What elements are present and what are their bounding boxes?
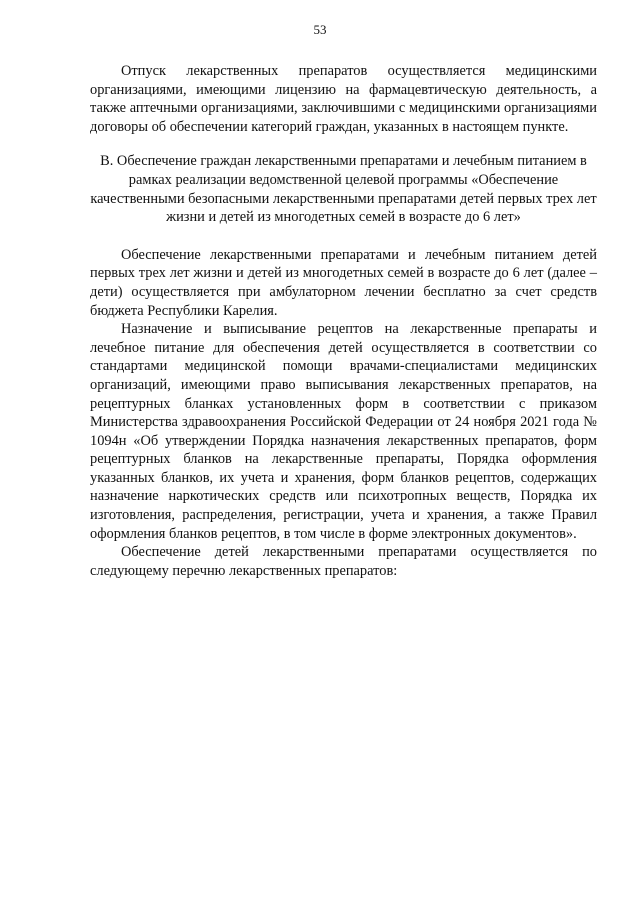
section-heading: В. Обеспечение граждан лекарственными препаратами и лечебным питанием в рамках реализации ведомственной целевой программы «Обеспечение качественными безопасными лекарственными препаратами детей первых трех лет жизни и детей из многодетных семей в возрасте до 6 лет»	[90, 153, 597, 226]
paragraph-provision-children: Обеспечение лекарственными препаратами и лечебным питанием детей первых трех лет жизни и детей из многодетных семей в возрасте до 6 лет (далее – дети) осуществляется при амбулаторном лечении бесплатно за счет средств бюджета Республики Карелия.	[90, 246, 597, 319]
paragraph-prescription-rules: Назначение и выписывание рецептов на лекарственные препараты и лечебное питание для обеспечения детей осуществляется в соответствии со стандартами медицинской помощи врачами-специалистами медицинских организаций, имеющими право выписывания лекарственных препаратов, на рецептурных бланках установленных форм в соответствии с приказом Министерства здравоохранения Российской Федерации от 24 ноября 2021 года № 1094н «Об утверждении Порядка назначения лекарственных препаратов, форм рецептурных бланков на лекарственные препараты, Порядка оформления указанных бланков, их учета и хранения, форм бланков рецептов, содержащих назначение наркотических средств или психотропных веществ, Порядка их изготовления, распределения, регистрации, учета и хранения, а также Правил оформления бланков рецептов, в том числе в форме электронных документов».	[90, 321, 597, 542]
page-number: 53	[313, 22, 327, 37]
document-body	[90, 62, 597, 580]
paragraph-drug-list-intro: Обеспечение детей лекарственными препаратами осуществляется по следующему перечню лекарственных препаратов:	[90, 544, 597, 579]
paragraph-dispensing: Отпуск лекарственных препаратов осуществляется медицинскими организациями, имеющими лицензию на фармацевтическую деятельность, а также аптечными организациями, заключившими с медицинскими организациями договоры об обеспечении категорий граждан, указанных в настоящем пункте.	[90, 63, 597, 135]
